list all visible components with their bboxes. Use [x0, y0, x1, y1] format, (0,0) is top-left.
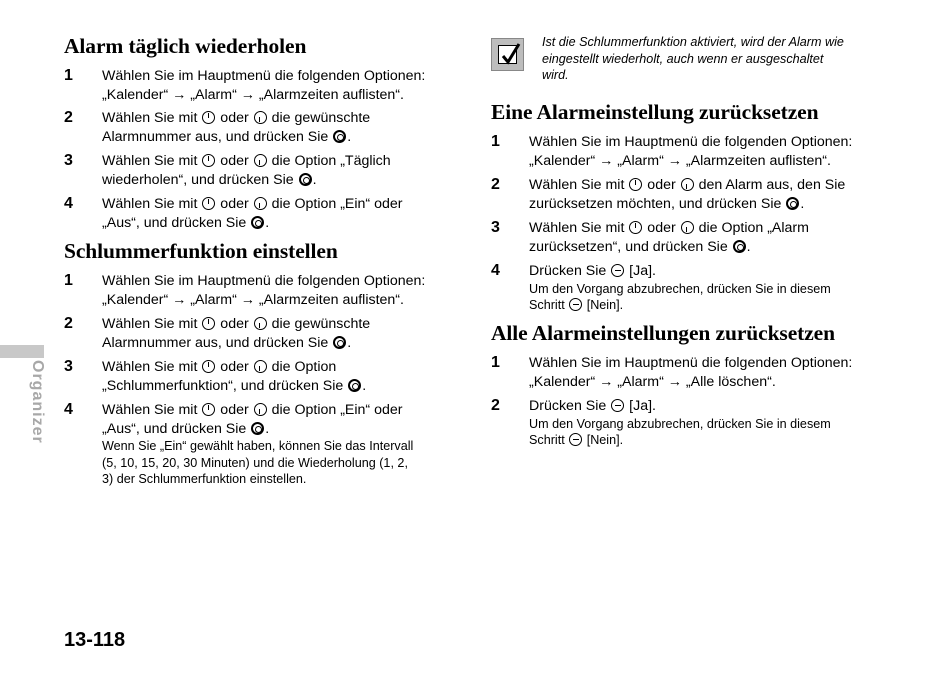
chapter-tab-label: Organizer	[29, 360, 46, 444]
nav-up-key-icon	[202, 197, 215, 210]
nav-down-key-icon	[681, 178, 694, 191]
step-text: Wählen Sie mit oder die Option „Schlummerfunktion“, und drücken Sie .	[102, 359, 367, 394]
nav-up-key-icon	[629, 221, 642, 234]
step-text: Wählen Sie im Hauptmenü die folgenden Optionen: „Kalender“ → „Alarm“ → „Alarmzeiten auflisten“.	[102, 68, 426, 103]
step-text: Wählen Sie mit oder die Option „Alarm zurücksetzen“, und drücken Sie .	[529, 220, 809, 255]
section-title-reset-all: Alle Alarmeinstellungen zurücksetzen	[491, 321, 835, 345]
nav-down-key-icon	[254, 360, 267, 373]
step-number: 3	[64, 358, 73, 375]
nav-down-key-icon	[681, 221, 694, 234]
nav-up-key-icon	[629, 178, 642, 191]
soft-key-left-icon	[611, 399, 624, 412]
step-number: 3	[64, 152, 73, 169]
nav-down-key-icon	[254, 197, 267, 210]
center-key-icon	[333, 130, 346, 143]
step-text: Wählen Sie im Hauptmenü die folgenden Optionen: „Kalender“ → „Alarm“ → „Alle löschen“.	[529, 355, 853, 390]
step-number: 3	[491, 219, 500, 236]
soft-key-left-icon	[611, 264, 624, 277]
step-text: Wählen Sie mit oder die gewünschte Alarmnummer aus, und drücken Sie .	[102, 316, 371, 351]
section-title-snooze: Schlummerfunktion einstellen	[64, 239, 338, 263]
memo-note: Ist die Schlummerfunktion aktiviert, wird der Alarm wie eingestellt wiederholt, auch wenn er ausgeschaltet wird.	[542, 35, 844, 82]
nav-down-key-icon	[254, 154, 267, 167]
center-key-icon	[348, 379, 361, 392]
chapter-tab-marker	[0, 345, 44, 358]
step-number: 2	[491, 397, 500, 414]
step-number: 2	[64, 315, 73, 332]
center-key-icon	[786, 197, 799, 210]
step-number: 1	[491, 133, 500, 150]
step-text: Wählen Sie mit oder die Option „Ein“ oder „Aus“, und drücken Sie . Wenn Sie „Ein“ gewählt haben, können Sie das Intervall (5, 10, 15, 20, 30 Minuten) und die Wiederholung (1, 2, 3) der Schlummerfunktion einstellen.	[102, 401, 472, 488]
step-note: Schritt [Nein].	[529, 298, 624, 312]
nav-up-key-icon	[202, 403, 215, 416]
step-note: Schritt [Nein].	[529, 433, 624, 447]
step-note: (5, 10, 15, 20, 30 Minuten) und die Wiederholung (1, 2,	[102, 455, 408, 470]
nav-down-key-icon	[254, 317, 267, 330]
step-text: Wählen Sie im Hauptmenü die folgenden Optionen: „Kalender“ → „Alarm“ → „Alarmzeiten auflisten“.	[529, 134, 853, 169]
step-number: 1	[64, 67, 73, 84]
step-number: 4	[64, 401, 73, 418]
step-note: Um den Vorgang abzubrechen, drücken Sie in diesem	[529, 281, 831, 296]
step-text: Wählen Sie mit oder die Option „Ein“ oder „Aus“, und drücken Sie .	[102, 196, 403, 231]
soft-key-right-icon	[569, 433, 582, 446]
nav-down-key-icon	[254, 403, 267, 416]
step-text: Drücken Sie [Ja]. Um den Vorgang abzubrechen, drücken Sie in diesem Schritt [Nein].	[529, 262, 899, 314]
step-text: Wählen Sie mit oder die Option „Täglich wiederholen“, und drücken Sie .	[102, 153, 391, 188]
step-text: Drücken Sie [Ja]. Um den Vorgang abzubrechen, drücken Sie in diesem Schritt [Nein].	[529, 397, 899, 449]
section-title-reset-one: Eine Alarmeinstellung zurücksetzen	[491, 100, 819, 124]
center-key-icon	[251, 422, 264, 435]
center-key-icon	[299, 173, 312, 186]
soft-key-right-icon	[569, 298, 582, 311]
step-number: 2	[64, 109, 73, 126]
page-number: 13-118	[64, 629, 126, 651]
step-number: 4	[491, 262, 500, 279]
section-title-alarm-daily: Alarm täglich wiederholen	[64, 34, 307, 58]
nav-up-key-icon	[202, 360, 215, 373]
nav-down-key-icon	[254, 111, 267, 124]
nav-up-key-icon	[202, 154, 215, 167]
nav-up-key-icon	[202, 317, 215, 330]
step-note: 3) der Schlummerfunktion einstellen.	[102, 472, 307, 486]
center-key-icon	[251, 216, 264, 229]
center-key-icon	[333, 336, 346, 349]
center-key-icon	[733, 240, 746, 253]
step-text: Wählen Sie mit oder den Alarm aus, den Sie zurücksetzen möchten, und drücken Sie .	[529, 177, 846, 212]
step-number: 2	[491, 176, 500, 193]
step-text: Wählen Sie im Hauptmenü die folgenden Optionen: „Kalender“ → „Alarm“ → „Alarmzeiten auflisten“.	[102, 273, 426, 308]
step-note: Um den Vorgang abzubrechen, drücken Sie in diesem	[529, 416, 831, 431]
step-number: 4	[64, 195, 73, 212]
step-note: Wenn Sie „Ein“ gewählt haben, können Sie das Intervall	[102, 439, 414, 453]
step-number: 1	[491, 354, 500, 371]
step-number: 1	[64, 272, 73, 289]
memo-check-icon	[491, 38, 524, 71]
step-text: Wählen Sie mit oder die gewünschte Alarmnummer aus, und drücken Sie .	[102, 110, 371, 145]
nav-up-key-icon	[202, 111, 215, 124]
